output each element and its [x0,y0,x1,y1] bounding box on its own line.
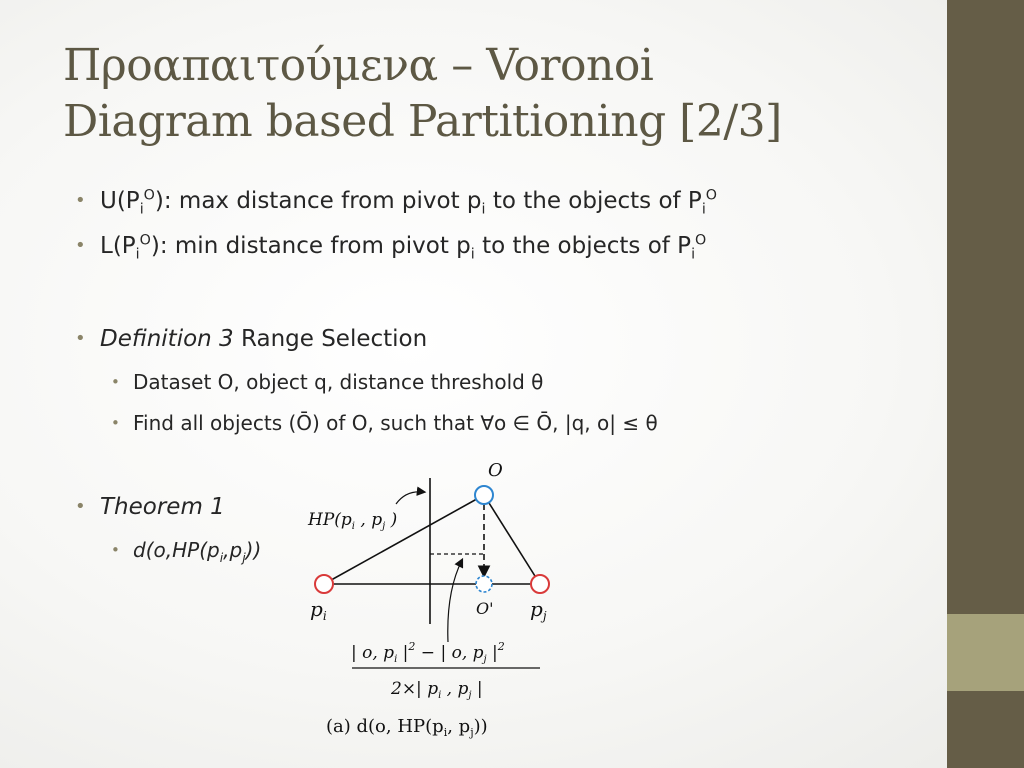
label-o-prime: O' [476,599,494,618]
sub-bullet-dot-icon: • [111,414,120,432]
bullet-upper-bound: • $U(P_i^O)$: max distance from pivot $p_i$ to the objects of $P_i^O$ [75,187,717,218]
sub-bullet-dot-icon: • [111,541,120,559]
edge-pi-o [324,495,484,584]
point-pj [531,575,549,593]
bullet-dot-icon: • [75,190,86,211]
point-pi [315,575,333,593]
bullet-dot-icon: • [75,496,86,517]
slide-title [63,38,933,150]
point-o-prime [476,576,492,592]
formula-denominator: 2×| $p_i$ , $p_j$ | [391,679,483,701]
label-hp: $HP(p_i$ , $p_j$ ) [308,510,398,532]
bullet-theorem: • Theorem 1 [75,494,225,520]
bullet-dot-icon: • [75,235,86,256]
point-o [475,486,493,504]
hp-pointer-arrow [396,492,424,504]
sub-bullet-find-all: • Find all objects (Ō) of O, such that ∀o ∈ Ō, |q, o| ≤ θ [111,411,658,435]
bullet-dot-icon: • [75,328,86,349]
sub-bullet-dataset: • Dataset O, object q, distance threshold θ [111,370,544,394]
figure-caption: (a) d(o, $HP(p_i$, $p_j$)) [326,716,488,739]
formula-pointer-arrow [448,560,462,642]
label-o: O [488,460,503,481]
sub-bullet-distance: • $d(o,HP(p_i,p_j))$ [111,538,262,565]
title-line-2: Diagram based Partitioning [2/3] [63,96,782,147]
bullet-lower-bound: • $L(P_i^O)$: min distance from pivot $p_i$ to the objects of $P_i^O$ [75,232,707,263]
label-pi: $p_i$ [310,597,327,623]
edge-o-pj [484,495,540,584]
title-line-1: Προαπαιτούμενα – Voronoi [63,40,654,91]
hyperplane-distance-figure [296,452,566,752]
sidebar-accent-block [947,614,1024,691]
sub-bullet-dot-icon: • [111,373,120,391]
bullet-definition: • Definition 3 Range Selection [75,326,428,352]
label-pj: $p_j$ [530,597,547,623]
formula-numerator: | o, $p_i$ $|^2$ − | o, $p_j$ $|^2$ [351,640,505,665]
